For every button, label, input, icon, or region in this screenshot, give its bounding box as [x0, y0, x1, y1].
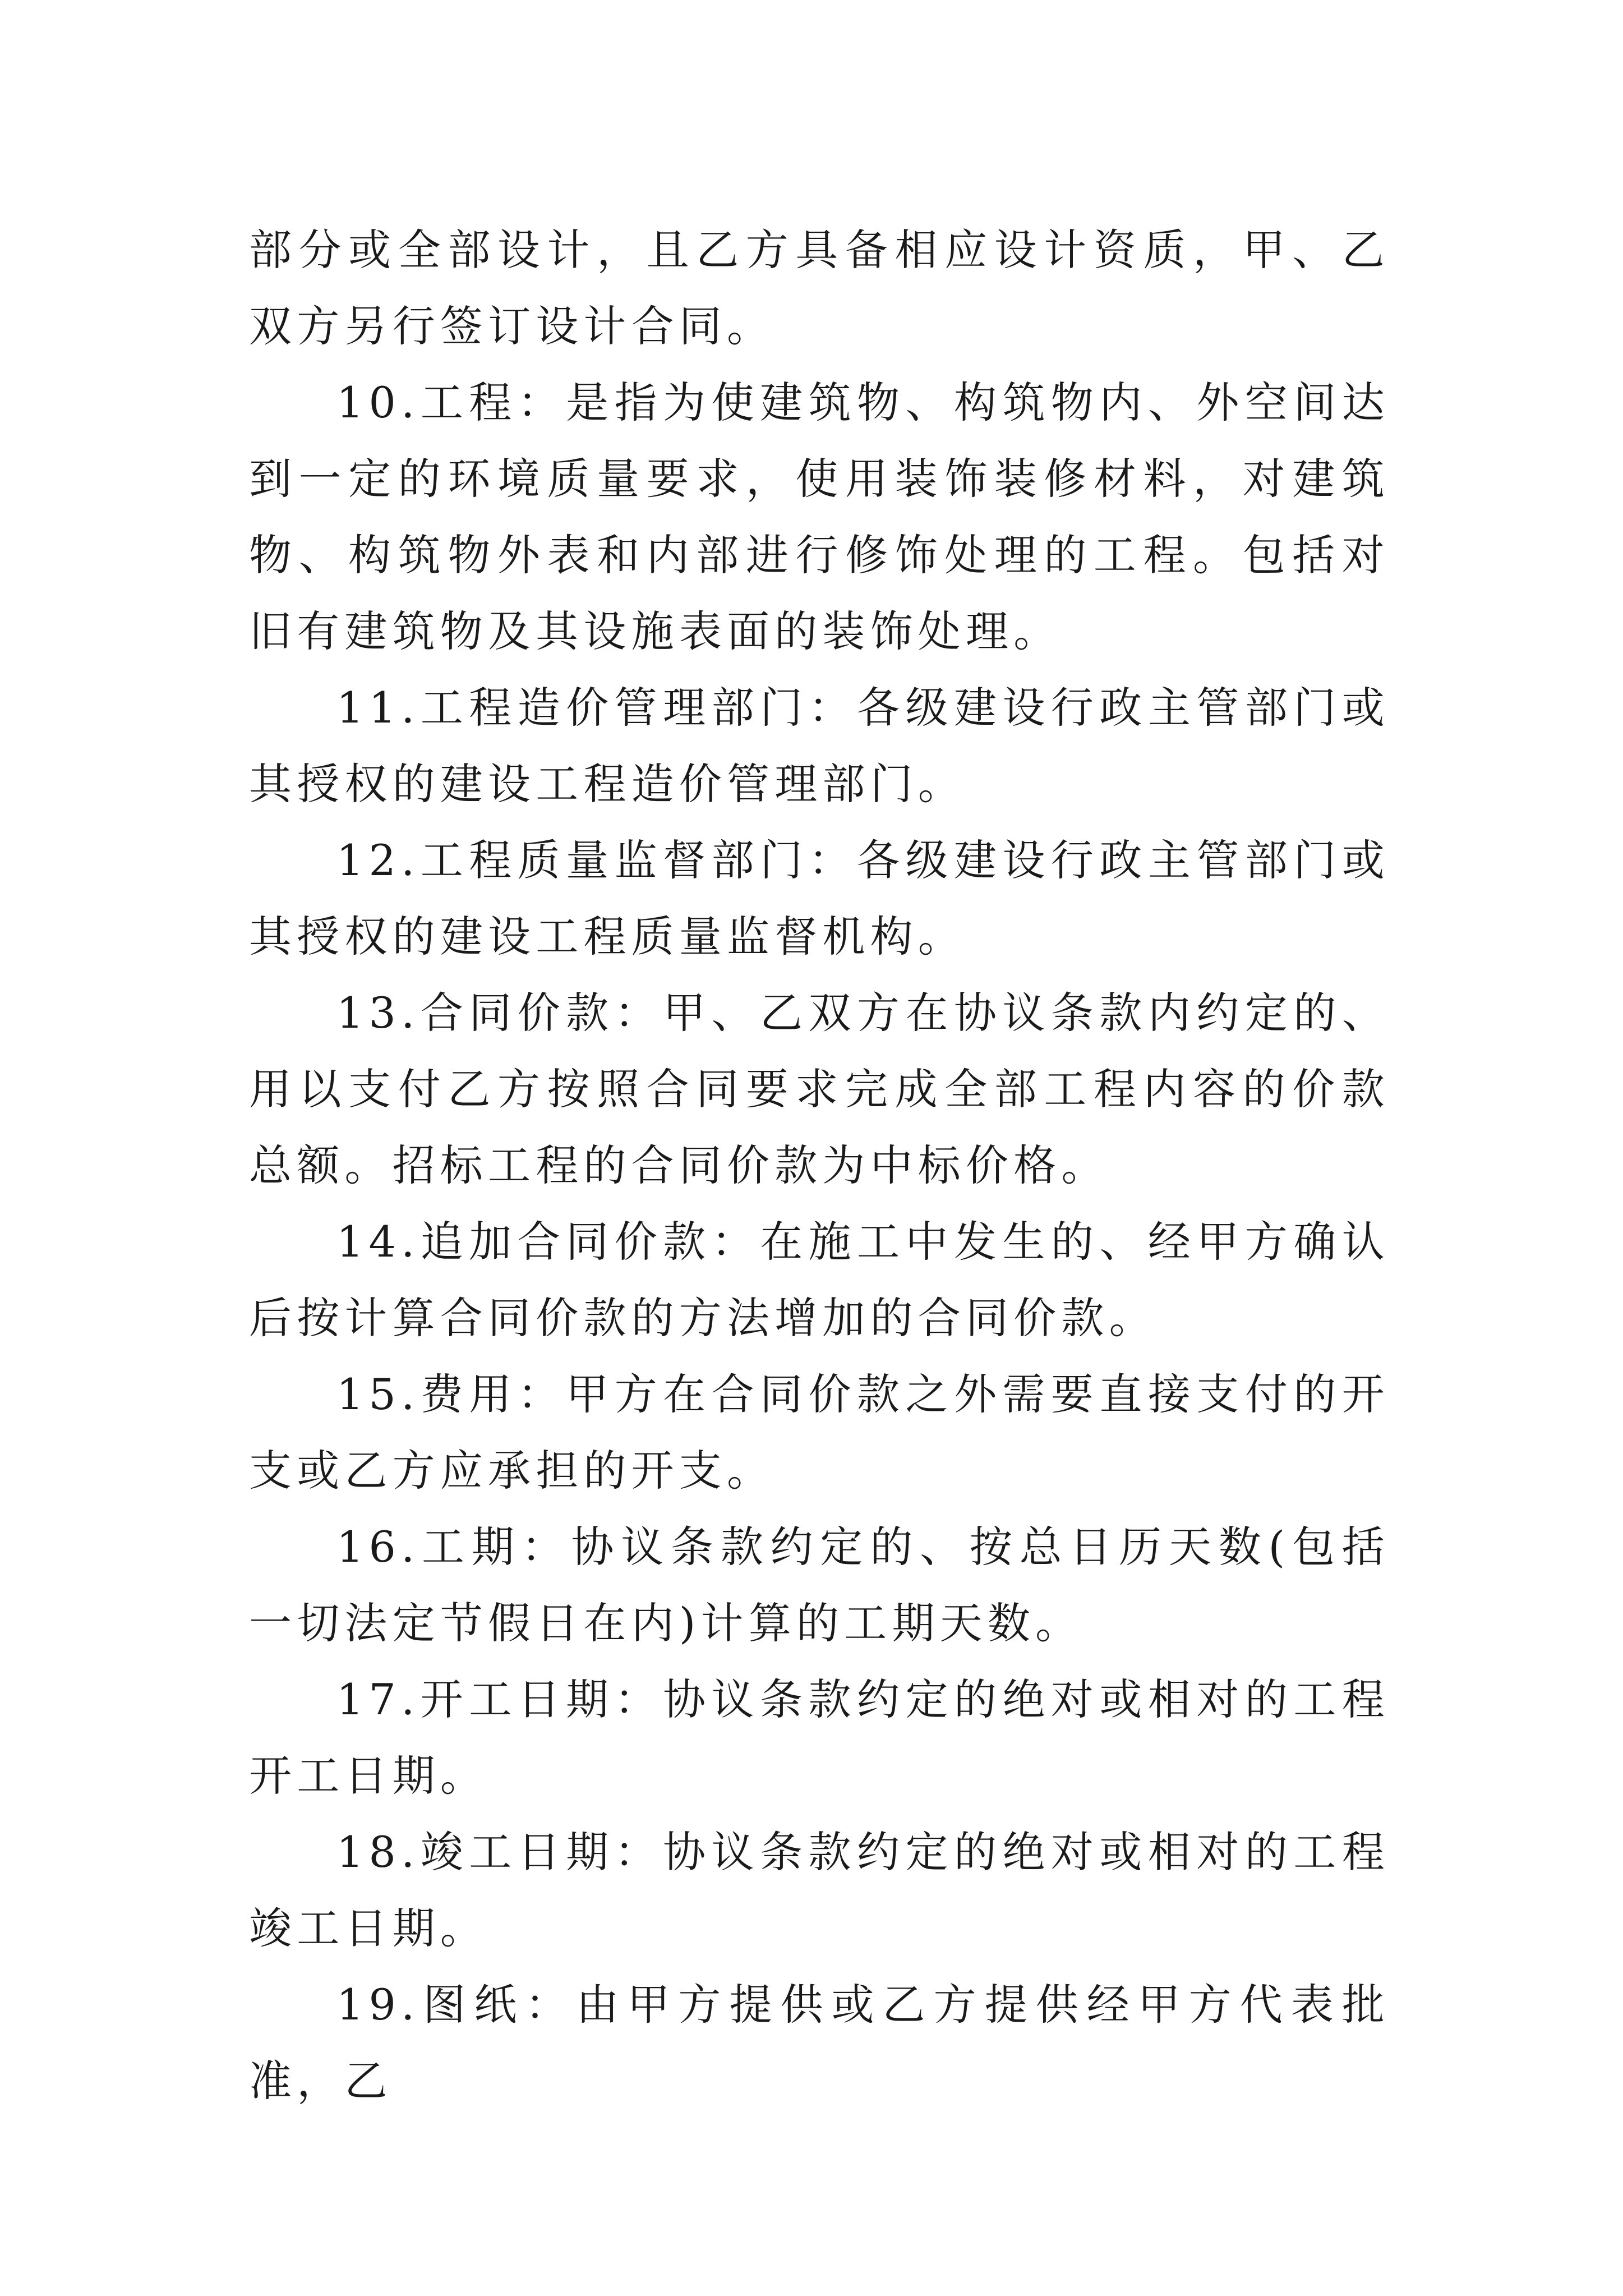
contract-definitions-text [249, 212, 1390, 2119]
paragraph-item-13: 13.合同价款：甲、乙双方在协议条款内约定的、用以支付乙方按照合同要求完成全部工程内容的价款总额。招标工程的合同价款为中标价格。 [249, 988, 1390, 1190]
paragraph-item-12: 12.工程质量监督部门：各级建设行政主管部门或其授权的建设工程质量监督机构。 [249, 835, 1390, 961]
paragraph-item-19: 19.图纸：由甲方提供或乙方提供经甲方代表批准，乙 [249, 1980, 1390, 2106]
paragraph-item-18: 18.竣工日期：协议条款约定的绝对或相对的工程竣工日期。 [249, 1827, 1390, 1953]
paragraph-item-11: 11.工程造价管理部门：各级建设行政主管部门或其授权的建设工程造价管理部门。 [249, 683, 1390, 809]
paragraph-item-17: 17.开工日期：协议条款约定的绝对或相对的工程开工日期。 [249, 1674, 1390, 1801]
paragraph-item-14: 14.追加合同价款：在施工中发生的、经甲方确认后按计算合同价款的方法增加的合同价款。 [249, 1217, 1390, 1343]
paragraph-item-16: 16.工期：协议条款约定的、按总日历天数(包括一切法定节假日在内)计算的工期天数。 [249, 1522, 1390, 1648]
paragraph-item-10: 10.工程：是指为使建筑物、构筑物内、外空间达到一定的环境质量要求，使用装饰装修材料，对建筑物、构筑物外表和内部进行修饰处理的工程。包括对旧有建筑物及其设施表面的装饰处理。 [249, 378, 1390, 656]
paragraph-continuation: 部分或全部设计，且乙方具备相应设计资质，甲、乙双方另行签订设计合同。 [249, 225, 1390, 351]
paragraph-item-15: 15.费用：甲方在合同价款之外需要直接支付的开支或乙方应承担的开支。 [249, 1369, 1390, 1496]
